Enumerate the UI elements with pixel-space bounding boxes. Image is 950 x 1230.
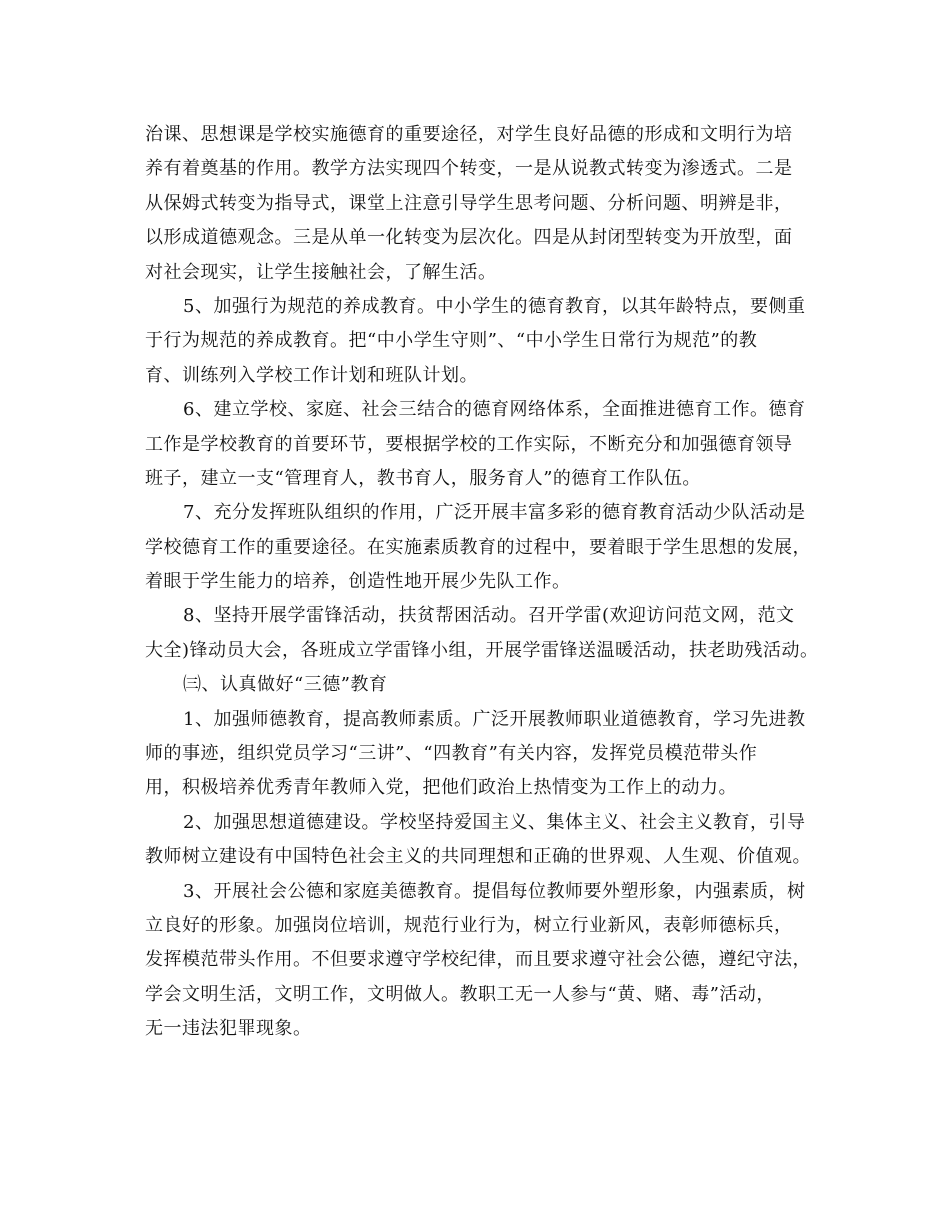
text-line: 3、开展社会公德和家庭美德教育。提倡每位教师要外塑形象，内强素质，树 (183, 880, 806, 902)
text-line: 学校德育工作的重要途径。在实施素质教育的过程中，要着眼于学生思想的发展， (145, 536, 811, 558)
text-line: 5、加强行为规范的养成教育。中小学生的德育教育，以其年龄特点，要侧重 (183, 295, 806, 317)
text-line: 以形成道德观念。三是从单一化转变为层次化。四是从封闭型转变为开放型，面 (145, 227, 793, 249)
text-line: 教师树立建设有中国特色社会主义的共同理想和正确的世界观、人生观、价值观。 (145, 846, 811, 868)
text-line: 治课、思想课是学校实施德育的重要途径，对学生良好品德的形成和文明行为培 (145, 124, 793, 145)
text-line: 用，积极培养优秀青年教师入党，把他们政治上热情变为工作上的动力。 (145, 777, 737, 799)
text-line: 育、训练列入学校工作计划和班队计划。 (145, 364, 478, 386)
document-body (145, 118, 835, 1047)
text-line: 8、坚持开展学雷锋活动，扶贫帮困活动。召开学雷(欢迎访问范文网，范文 (183, 605, 795, 627)
text-line: 发挥模范带头作用。不但要求遵守学校纪律，而且要求遵守社会公德，遵纪守法， (145, 949, 811, 971)
text-line: 7、充分发挥班队组织的作用，广泛开展丰富多彩的德育教育活动少队活动是 (183, 502, 806, 524)
text-line: 工作是学校教育的首要环节，要根据学校的工作实际，不断充分和加强德育领导 (145, 433, 793, 455)
text-line: 无一违法犯罪现象。 (145, 1018, 312, 1040)
text-line: 2、加强思想道德建设。学校坚持爱国主义、集体主义、社会主义教育，引导 (183, 811, 806, 833)
text-line: 1、加强师德教育，提高教师素质。广泛开展教师职业道德教育，学习先进教 (183, 708, 806, 730)
text-line: 班子，建立一支“管理育人，教书育人，服务育人”的德育工作队伍。 (145, 467, 701, 489)
text-line: 着眼于学生能力的培养，创造性地开展少先队工作。 (145, 571, 571, 593)
text-line: 6、建立学校、家庭、社会三结合的德育网络体系，全面推进德育工作。德育 (183, 399, 806, 421)
text-line: 于行为规范的养成教育。把“中小学生守则”、“中小学生日常行为规范”的教 (145, 330, 758, 352)
section-heading: ㈢、认真做好“三德”教育 (183, 674, 388, 696)
text-line: 立良好的形象。加强岗位培训，规范行业行为，树立行业新风，表彰师德标兵， (145, 914, 793, 936)
text-line: 师的事迹，组织党员学习“三讲”、“四教育”有关内容，发挥党员模范带头作 (145, 743, 758, 765)
text-line: 对社会现实，让学生接触社会，了解生活。 (145, 261, 497, 283)
text-line: 从保姆式转变为指导式，课堂上注意引导学生思考问题、分析问题、明辨是非， (145, 192, 793, 214)
text-line: 大全)锋动员大会，各班成立学雷锋小组，开展学雷锋送温暖活动，扶老助残活动。 (145, 639, 819, 661)
text-line: 养有着奠基的作用。教学方法实现四个转变，一是从说教式转变为渗透式。二是 (145, 158, 793, 180)
text-line: 学会文明生活，文明工作，文明做人。教职工无一人参与“黄、赌、毒”活动， (145, 983, 775, 1005)
